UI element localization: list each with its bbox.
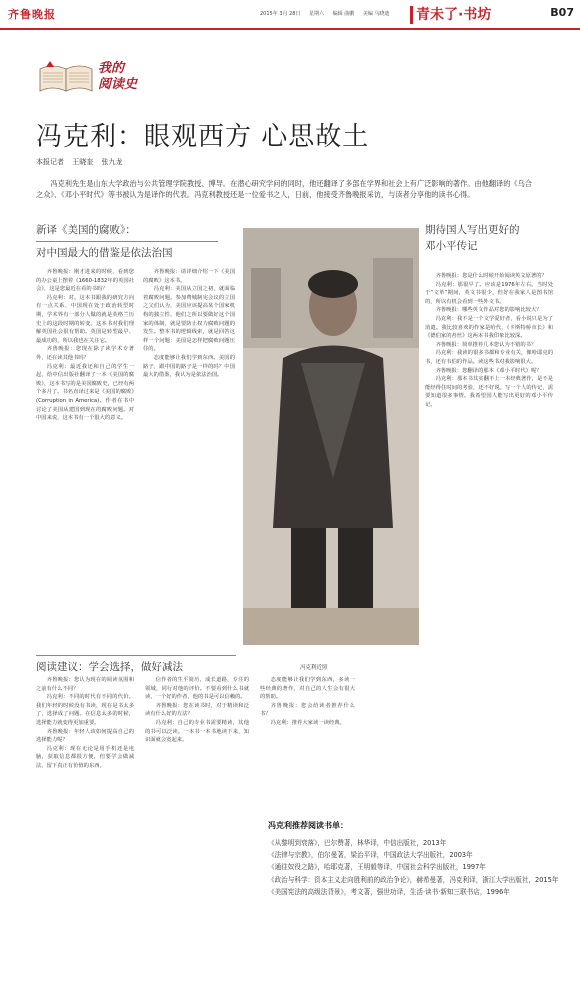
paragraph: 冯克利：那本书其实翻不上一本经典著作，是不是能经得住时间的考验，还不好说。写一个人的传记，需要知道很多事情。我希望国人能写出更好的邓小平传记。: [425, 376, 553, 408]
article-column-2: [143, 268, 235, 640]
book-list-title: 冯克利推荐阅读书单：: [268, 821, 348, 830]
page-masthead: [0, 0, 580, 30]
paragraph: 齐鲁晚报：刚才进来的时候，看到您的办公桌上摆着《1660-1832年的英国社会》，这是您最近在看的书吗？: [36, 269, 134, 293]
section-1-heading: 新译《美国的腐败》： 对中国最大的借鉴是依法治国: [36, 222, 236, 261]
article-headline: 冯克利：眼观西方 心思故土: [36, 122, 370, 152]
paragraph: 冯克利：自己的专业书需要精读，其他的书可以泛读。一本书一本书地读下来，知识面就会宽起来。: [145, 719, 249, 744]
paragraph: 齐鲁晚报：您现在除了读学术专著外，还在读其他书吗？: [36, 346, 134, 361]
article-column-4: [145, 676, 249, 966]
paragraph: 齐鲁晚报：简单推荐几本您认为不错的书？: [435, 341, 537, 348]
section-bar: [410, 6, 413, 24]
paragraph: 齐鲁晚报：您会给读者推荐什么书？: [260, 702, 355, 718]
designer-credit: 美编 马晓迪: [362, 11, 390, 17]
article-column-1: [36, 268, 134, 638]
portrait-image: [243, 228, 419, 645]
section-3-heading: 期待国人写出更好的 邓小平传记: [425, 224, 520, 252]
portrait-photo: [243, 228, 419, 645]
book-list-item: 《从黎明到衰落》，巴尔赞著，林华译，中信出版社，2013年: [268, 839, 447, 847]
paragraph: 冯克利：我不是一个文学爱好者，看小说只是为了消遣。我比较喜欢的作家是哈代、《卡斯特桥市长》和《德伯家的苔丝》这两本书我印象比较深。: [425, 315, 553, 340]
paragraph: 齐鲁晚报：您是什么时候开始阅读英文原著的？: [435, 273, 547, 279]
article-intro: 冯克利先生是山东大学政治与公共管理学院教授、博导。在潜心研究学问的同时，他还翻译了多部在学界和社会上有广泛影响的著作。由他翻译的《乌合之众》、《邓小平时代》等书被认为是译作的代表。冯克利教授还是一位爱书之人，日前，他接受齐鲁晚报采访，与读者分享他的读书心得。: [36, 179, 532, 199]
paragraph: 齐鲁晚报：年轻人该如何提高自己的选择能力呢？: [36, 728, 134, 744]
page-meta: [260, 10, 396, 17]
paragraph: 齐鲁晚报：您在读书时，对于精读和泛读有什么好的方法？: [145, 702, 249, 718]
section-rule: [36, 241, 218, 242]
paragraph: 冯克利：推荐大家读一读经典。: [270, 719, 345, 726]
page-number: B07: [550, 6, 574, 19]
section-rule: [36, 655, 236, 656]
book-list-item: 《美国宪法的高级法背景》，考文著，强世功译，生活·读书·新知三联书店，1996年: [268, 887, 510, 896]
paragraph: 信作者的生平简历，成长道路，专注的领域，同行对他的评价。不要看到什么书就读，一个好的作者，他的书是可以信赖的。: [145, 677, 249, 701]
column-logo: [36, 55, 176, 99]
paragraph: 齐鲁晚报：您认为现在的阅读氛围和之前有什么不同？: [36, 677, 134, 692]
issue-date: 2015年 3月 28日: [260, 11, 301, 17]
article-column-6: [425, 272, 553, 817]
section-2-heading: 阅读建议：学会选择，做好减法: [36, 655, 236, 675]
recommended-book-list: [268, 820, 558, 898]
article-byline: 本报记者 王晓奎 张九龙: [36, 158, 123, 166]
paragraph: 冯克利：最近我还和自己的学生一起，给中信出版社翻译了一本《美国的腐败》，这本书写的是美国腐败史，已经有两个多月了。书名直译过来是《美国的腐败》(Corruption in America)。作者在书中讨论了美国从建国到现在的腐败问题。对中国来说，这本书有一个很大的意义。: [36, 363, 134, 422]
newspaper-logo: 齐鲁晚报: [8, 8, 56, 21]
paragraph: 态度能够让我们学到东西，多读一些经典的著作，对自己的人生会有很大的帮助。: [260, 677, 355, 701]
paragraph: 冯克利：我读的很多书都和专业有关，像哈耶克的书，还有韦伯的作品。读这些书对我影响很大。: [425, 350, 553, 365]
book-list-item: 《政治与科学：资本主义走向胜利前的政治争论》，赫希曼著，冯克利译，浙江大学出版社，2015年: [268, 875, 559, 884]
article-column-3: [36, 676, 134, 966]
paragraph: 冯克利：美国从立国之初，就面临着腐败问题。参加费城制宪会议的立国之父们认为，美国应该提高某个国家机构的独立性，他们之所以要做好这个国家的体制，就是要防止权力腐败问题的发生。整本书的逻辑线索，就是回答这样一个问题：美国是怎样把腐败问题压住的。: [143, 286, 235, 353]
book-list-item: 《法律与宗教》，伯尔曼著，梁治平译，中国政法大学出版社，2003年: [268, 851, 473, 860]
paragraph: 齐鲁晚报：您翻译的那本《邓小平时代》呢？: [435, 367, 542, 374]
book-list-item: 《通往奴役之路》，哈耶克著，王明毅等译，中国社会科学出版社，1997年: [268, 863, 486, 872]
column-title: 我的 阅读史: [98, 61, 138, 92]
paragraph: 齐鲁晚报：请详细介绍一下《美国的腐败》这本书。: [143, 269, 235, 284]
issue-weekday: 星期六: [309, 11, 325, 17]
photo-caption: 冯克利近照: [300, 665, 328, 671]
paragraph: 冯克利：现在无论是用手机还是电脑，获取信息都很方便，但要学会做减法，留下真正有价值的东西。: [36, 745, 134, 769]
paragraph: 冯克利：那很早了。应该是1976年左右。当时处于“文革”期间，英文书很少，但好在我家人是图书馆的，所以有机会看到一些外文书。: [425, 281, 553, 305]
paragraph: 齐鲁晚报：哪些英文作品对您的影响比较大？: [435, 307, 542, 314]
paragraph: 冯克利：对。这本书跟我的研究方向有一点关系，中国现在处于政治转型时期，学术界有一部分人做的就是英格兰历史上的这段时期的转变。这本书对我们理解英国社会很有帮助。英国是转型最早、最成功的，所以我也在关注它。: [36, 294, 134, 344]
paragraph: 态度能够让我们学到东西。美国的路子，跟中国的路子是一样的吗？中国最大的借鉴，我认为是依法治国。: [143, 354, 235, 379]
open-book-icon: [36, 61, 96, 93]
editor-credit: 编辑 曲鹏: [332, 11, 355, 17]
section-name: 青未了·书坊: [410, 2, 550, 28]
paragraph: 冯克利：不同的时代有不同的代价。我们年轻的时候没有书读，现在是书太多了，选择成了问题。在信息太多的时候，选择能力就变得更加重要。: [36, 694, 134, 726]
